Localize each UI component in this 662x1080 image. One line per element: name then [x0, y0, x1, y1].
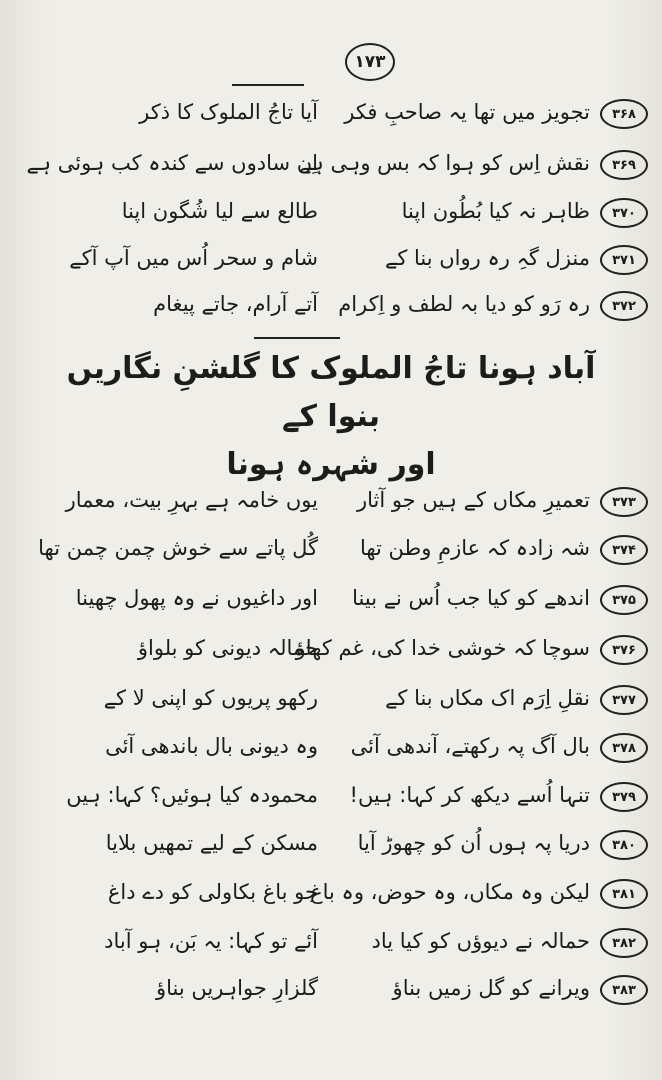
verse-first-line: تعمیرِ مکاں کے ہیں جو آثار	[356, 488, 590, 512]
couplet-row	[0, 94, 662, 146]
verse-second-line: وہ دیونی بال باندھی آئی	[105, 734, 318, 758]
verse-second-line: محمودہ کیا ہوئیں؟ کہا: ہیں	[66, 783, 318, 807]
page-number-badge	[345, 43, 395, 81]
verse-number: ۳۷۰	[600, 198, 648, 228]
verse-number: ۳۷۷	[600, 685, 648, 715]
couplet-row	[0, 630, 662, 682]
couplet-row	[0, 825, 662, 877]
verse-first-line: نقش اِس کو ہوا کہ بس وہی ہے	[299, 151, 590, 175]
couplet-row	[0, 970, 662, 1022]
couplet-row	[0, 482, 662, 534]
verse-second-line: جو باغ بکاولی کو دے داغ	[107, 880, 318, 904]
verse-second-line: گلزارِ جواہریں بناؤ	[156, 976, 318, 1000]
verse-second-line: اِن سادوں سے کندہ کب ہوئی ہے	[26, 151, 318, 175]
verse-first-line: تجویز میں تھا یہ صاحبِ فکر	[344, 100, 590, 124]
verse-number: ۳۷۶	[600, 635, 648, 665]
verse-second-line: آئے تو کہا: یہ بَن، ہو آباد	[104, 929, 318, 953]
verse-number: ۳۷۳	[600, 487, 648, 517]
couplet-row	[0, 680, 662, 732]
couplet-row	[0, 923, 662, 975]
verse-second-line: آیا تاجُ الملوک کا ذکر	[139, 100, 318, 124]
verse-first-line: ظاہر نہ کیا بُطُون اپنا	[401, 199, 590, 223]
couplet-row	[0, 580, 662, 632]
verse-first-line: حمالہ نے دیوؤں کو کیا یاد	[371, 929, 590, 953]
page-number: ۱۷۳	[354, 52, 386, 72]
verse-second-line: مسکن کے لیے تمھیں بلایا	[105, 831, 318, 855]
verse-number: ۳۸۲	[600, 928, 648, 958]
couplet-row	[0, 240, 662, 292]
verse-second-line: شام و سحر اُس میں آپ آکے	[69, 246, 318, 270]
verse-number: ۳۷۸	[600, 733, 648, 763]
section-heading-line-1: آباد ہونا تاجُ الملوک کا گلشنِ نگاریں بنوا کے	[66, 351, 596, 434]
verse-number: ۳۸۱	[600, 879, 648, 909]
verse-second-line: رکھو پریوں کو اپنی لا کے	[103, 686, 318, 710]
verse-second-line: اور داغیوں نے وہ پھول چھینا	[75, 586, 318, 610]
couplet-row	[0, 530, 662, 582]
verse-number: ۳۶۹	[600, 150, 648, 180]
section-heading	[40, 345, 622, 489]
verse-number: ۳۷۱	[600, 245, 648, 275]
verse-second-line: آتے آرام، جاتے پیغام	[153, 292, 318, 316]
verse-first-line: بال آگ پہ رکھتے، آندھی آئی	[350, 734, 590, 758]
verse-first-line: شہ زادہ کہ عازمِ وطن تھا	[359, 536, 590, 560]
verse-number: ۳۸۳	[600, 975, 648, 1005]
couplet-row	[0, 145, 662, 197]
couplet-row	[0, 777, 662, 829]
verse-number: ۳۷۲	[600, 291, 648, 321]
verse-second-line: حمالہ دیونی کو بلواؤ	[137, 636, 318, 660]
verse-first-line: رہ رَو کو دیا بہ لطف و اِکرام	[338, 292, 590, 316]
section-heading-line-2: اور شہرہ ہونا	[226, 447, 436, 482]
couplet-row	[0, 728, 662, 780]
verse-first-line: اندھے کو کیا جب اُس نے بینا	[352, 586, 590, 610]
verse-second-line: گُل پاتے سے خوش چمن چمن تھا	[38, 536, 318, 560]
verse-number: ۳۸۰	[600, 830, 648, 860]
verse-first-line: منزل گہِ رہ رواں بنا کے	[385, 246, 590, 270]
verse-number: ۳۷۴	[600, 535, 648, 565]
verse-number: ۳۷۹	[600, 782, 648, 812]
verse-first-line: سوچا کہ خوشی خدا کی، غم کھاؤ	[295, 636, 590, 660]
verse-second-line: یوں خامہ ہے بہرِ بیت، معمار	[65, 488, 318, 512]
couplet-row	[0, 874, 662, 926]
verse-number: ۳۷۵	[600, 585, 648, 615]
verse-first-line: لیکن وہ مکاں، وہ حوض، وہ باغ	[310, 880, 590, 904]
verse-number: ۳۶۸	[600, 99, 648, 129]
verse-first-line: دریا پہ ہوں اُن کو چھوڑ آیا	[357, 831, 590, 855]
verse-first-line: تنہا اُسے دیکھ کر کہا: ہیں!	[349, 783, 590, 807]
title-overline	[232, 84, 304, 86]
verse-first-line: ویرانے کو گل زمیں بناؤ	[392, 976, 590, 1000]
verse-first-line: نقلِ اِرَم اک مکاں بنا کے	[385, 686, 590, 710]
verse-second-line: طالع سے لیا شُگون اپنا	[121, 199, 318, 223]
couplet-row	[0, 193, 662, 245]
heading-overline	[254, 337, 340, 339]
couplet-row	[0, 286, 662, 338]
